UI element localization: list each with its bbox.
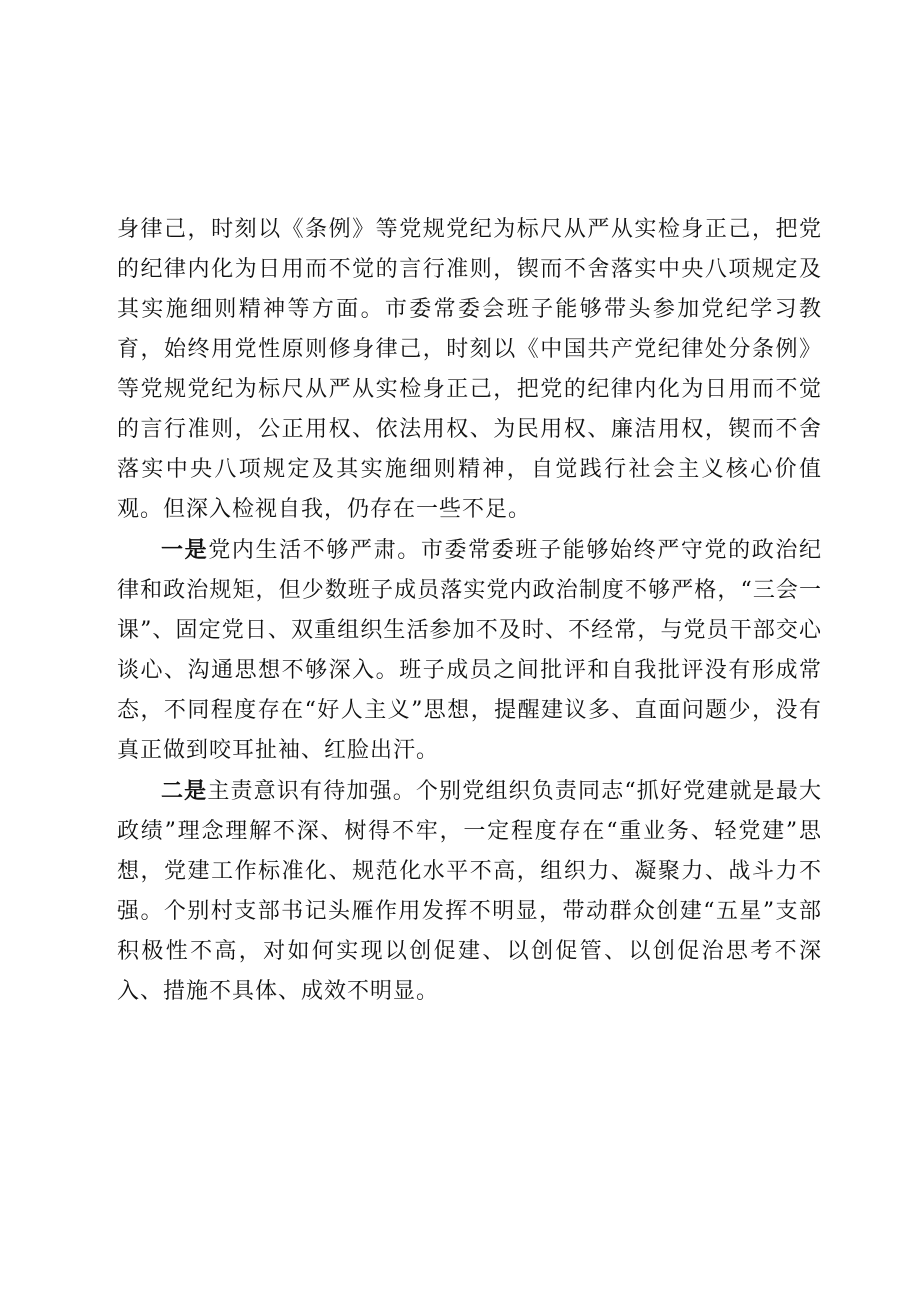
paragraph-continuation — [117, 210, 822, 530]
paragraph-point-one — [117, 530, 822, 771]
paragraph-lead: 一是 — [161, 537, 209, 563]
paragraph-text: 身律己，时刻以《条例》等党规党纪为标尺从严从实检身正己，把党的纪律内化为日用而不觉的言行准则，锲而不舍落实中央八项规定及其实施细则精神等方面。市委常委会班子能够带头参加党纪学习教育，始终用党性原则修身律己，时刻以《中国共产党纪律处分条例》等党规党纪为标尺从严从实检身正己，把党的纪律内化为日用而不觉的言行准则，公正用权、依法用权、为民用权、廉洁用权，锲而不舍落实中央八项规定及其实施细则精神，自觉践行社会主义核心价值观。但深入检视自我，仍存在一些不足。 — [117, 217, 822, 522]
paragraph-text: 主责意识有待加强。个别党组织负责同志“抓好党建就是最大政绩”理念理解不深、树得不牢，一定程度存在“重业务、轻党建”思想，党建工作标准化、规范化水平不高，组织力、凝聚力、战斗力不强。个别村支部书记头雁作用发挥不明显，带动群众创建“五星”支部积极性不高，对如何实现以创促建、以创促管、以创促治思考不深入、措施不具体、成效不明显。 — [117, 779, 822, 1004]
document-body — [117, 210, 822, 1012]
paragraph-text: 党内生活不够严肃。市委常委班子能够始终严守党的政治纪律和政治规矩，但少数班子成员落实党内政治制度不够严格，“三会一课”、固定党日、双重组织生活参加不及时、不经常，与党员干部交心谈心、沟通思想不够深入。班子成员之间批评和自我批评没有形成常态，不同程度存在“好人主义”思想，提醒建议多、直面问题少，没有真正做到咬耳扯袖、红脸出汗。 — [117, 538, 822, 763]
paragraph-lead: 二是 — [161, 778, 208, 804]
paragraph-point-two — [117, 771, 822, 1012]
